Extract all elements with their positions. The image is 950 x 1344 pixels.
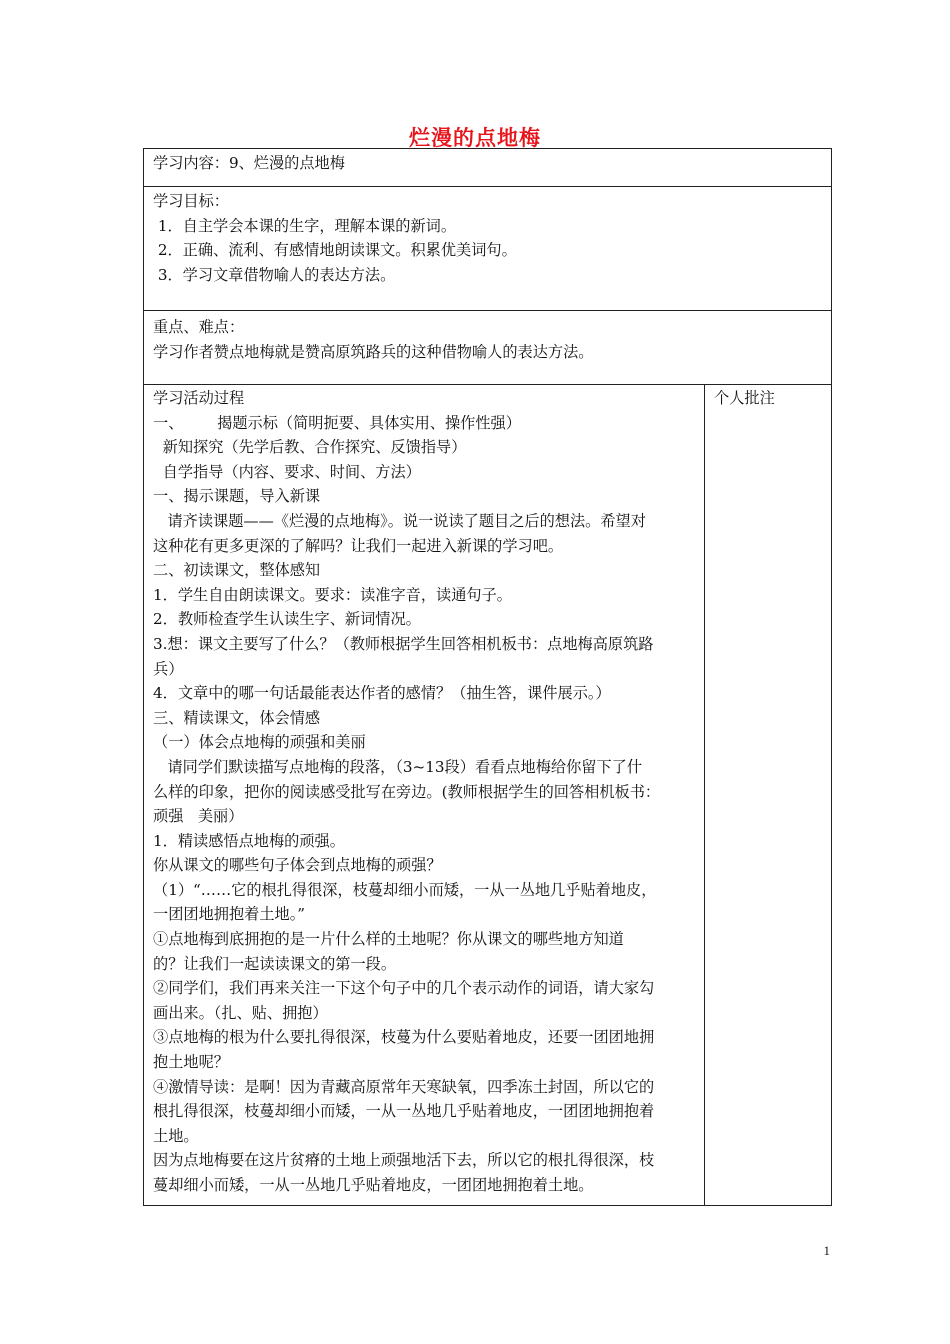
notes-heading: 个人批注 bbox=[714, 389, 775, 407]
process-line: 土地。 bbox=[153, 1126, 199, 1145]
process-line: 么样的印象，把你的阅读感受批写在旁边。(教师根据学生的回答相机板书： bbox=[153, 782, 661, 801]
content-row bbox=[144, 149, 831, 187]
process-line: 蔓却细小而矮，一从一丛地几乎贴着地皮，一团团地拥抱着土地。 bbox=[153, 1176, 594, 1194]
process-line: （1）“……它的根扎得很深，枝蔓却细小而矮，一从一丛地几乎贴着地皮， bbox=[153, 880, 657, 899]
process-line: 1．精读感悟点地梅的顽强。 bbox=[153, 831, 345, 850]
process-cell bbox=[153, 386, 701, 1198]
process-heading: 学习活动过程 bbox=[153, 389, 245, 407]
process-line: 自学指导（内容、要求、时间、方法） bbox=[153, 462, 421, 481]
process-line: ④激情导读：是啊！因为青藏高原常年天寒缺氧，四季冻土封固，所以它的 bbox=[153, 1077, 655, 1096]
process-line: 一团团地拥抱着土地。” bbox=[153, 905, 306, 924]
goals-heading: 学习目标： bbox=[153, 192, 229, 210]
process-line: （一）体会点地梅的顽强和美丽 bbox=[153, 733, 366, 752]
document-title: 烂漫的点地梅 bbox=[409, 126, 541, 150]
process-line: 三、精读课文，体会情感 bbox=[153, 708, 321, 727]
process-line: 二、初读课文，整体感知 bbox=[153, 561, 321, 580]
process-line: 根扎得很深，枝蔓却细小而矮，一从一丛地几乎贴着地皮，一团团地拥抱着 bbox=[153, 1102, 655, 1121]
process-line: 抱土地呢？ bbox=[153, 1053, 229, 1072]
process-line: ③点地梅的根为什么要扎得很深，枝蔓为什么要贴着地皮，还要一团团地拥 bbox=[153, 1028, 655, 1047]
process-line: 新知探究（先学后教、合作探究、反馈指导） bbox=[153, 438, 467, 457]
process-line: 请齐读课题——《烂漫的点地梅》。说一说读了题目之后的想法。希望对 bbox=[153, 511, 646, 530]
process-line: 的？让我们一起读读课文的第一段。 bbox=[153, 954, 396, 973]
process-line: 2．教师检查学生认读生字、新词情况。 bbox=[153, 610, 421, 629]
goal-item: 3．学习文章借物喻人的表达方法。 bbox=[153, 265, 396, 284]
process-line: 画出来。（扎、贴、拥抱） bbox=[153, 1003, 328, 1022]
process-line: 因为点地梅要在这片贫瘠的土地上顽强地活下去，所以它的根扎得很深，枝 bbox=[153, 1151, 655, 1170]
keypoints-text: 学习作者赞点地梅就是赞高原筑路兵的这种借物喻人的表达方法。 bbox=[153, 342, 594, 361]
process-line: 你从课文的哪些句子体会到点地梅的顽强？ bbox=[153, 856, 442, 875]
process-lines bbox=[153, 411, 701, 1198]
keypoints-heading: 重点、难点： bbox=[153, 318, 245, 336]
process-row bbox=[144, 385, 831, 1205]
notes-cell bbox=[714, 386, 829, 411]
page-number: 1 bbox=[823, 1243, 830, 1258]
goal-item: 1．自主学会本课的生字，理解本课的新词。 bbox=[153, 216, 457, 235]
process-line: 请同学们默读描写点地梅的段落，（3~13段）看看点地梅给你留下了什 bbox=[153, 757, 643, 776]
process-line: 顽强 美丽） bbox=[153, 807, 244, 826]
column-divider bbox=[704, 385, 705, 1205]
process-line: 这种花有更多更深的了解吗？让我们一起进入新课的学习吧。 bbox=[153, 536, 564, 555]
process-line: 4．文章中的哪一句话最能表达作者的感情？（抽生答，课件展示。） bbox=[153, 684, 611, 703]
process-line: 一、揭示课题，导入新课 bbox=[153, 487, 321, 506]
process-line: 一、 揭题示标（简明扼要、具体实用、操作性强） bbox=[153, 413, 521, 432]
lesson-table bbox=[143, 148, 832, 1206]
goal-item: 2．正确、流利、有感情地朗读课文。积累优美词句。 bbox=[153, 241, 517, 260]
process-line: ①点地梅到底拥抱的是一片什么样的土地呢？你从课文的哪些地方知道 bbox=[153, 930, 624, 949]
process-line: 兵） bbox=[153, 659, 184, 678]
goals-row bbox=[144, 187, 831, 311]
process-line: ②同学们，我们再来关注一下这个句子中的几个表示动作的词语，请大家勾 bbox=[153, 979, 655, 998]
process-line: 3.想：课文主要写了什么？（教师根据学生回答相机板书：点地梅高原筑路 bbox=[153, 634, 654, 653]
keypoints-row bbox=[144, 311, 831, 385]
process-line: 1．学生自由朗读课文。要求：读准字音，读通句子。 bbox=[153, 585, 512, 604]
content-text: 学习内容：9、烂漫的点地梅 bbox=[153, 154, 345, 172]
